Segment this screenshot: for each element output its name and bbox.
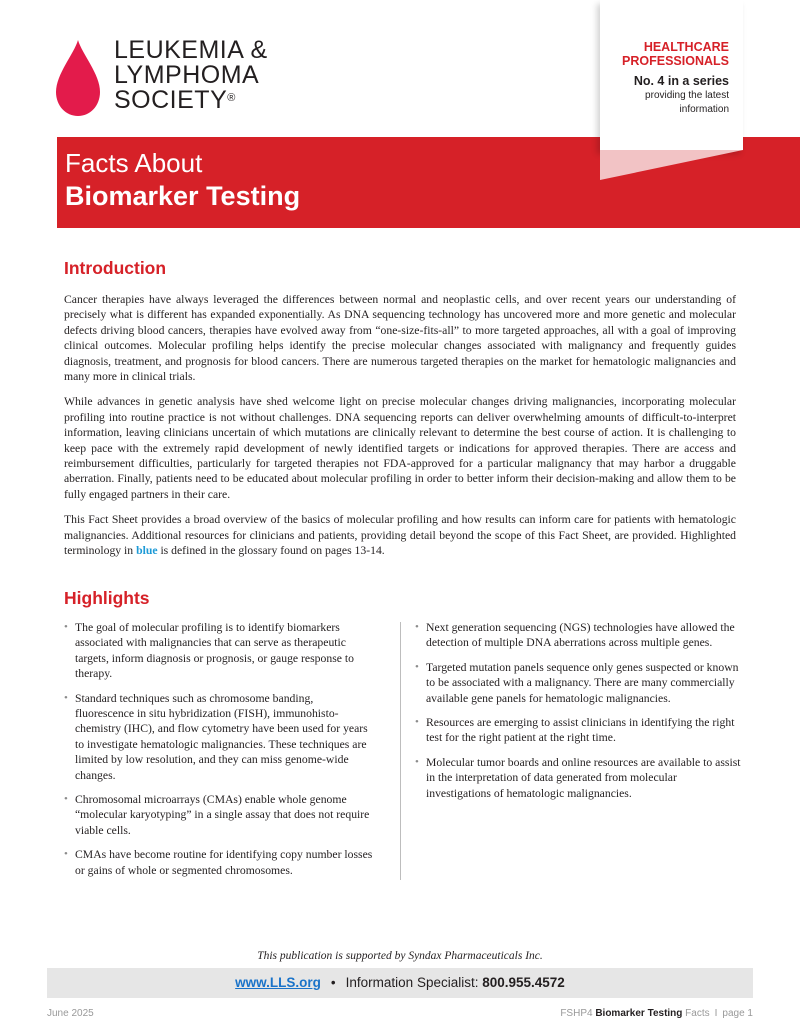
series-tab [600,0,743,150]
introduction-section [64,292,736,569]
logo-line-1: LEUKEMIA & [114,36,268,64]
blood-drop-icon [52,38,104,118]
glossary-highlight-term: blue [136,544,158,558]
doc-suffix: Facts [685,1008,710,1019]
page-number: page 1 [722,1008,753,1019]
doc-code: FSHP4 [560,1008,593,1019]
page-separator: I [714,1008,718,1019]
highlights-right-column [415,620,741,810]
highlights-list-right [415,620,741,801]
intro-p3-end: is defined in the glossary found on pages 13-14. [157,544,385,558]
title-line-2: Biomarker Testing [65,181,301,211]
phone-number[interactable]: 800.955.4572 [482,975,565,990]
audience-label-1: HEALTHCARE [643,40,729,54]
highlights-left-column [64,620,374,887]
contact-bar [47,968,753,998]
list-item: • Standard techniques such as chromosome banding, fluorescence in situ hybridization (FISH), immunohisto-chemistry (IHC), and flow cytometry have been used for years to investigate hematologic malignancies. These techniques are limited by low resolution, and they can miss genome-wide changes. [64,691,374,783]
series-sub-2: information [679,104,729,115]
info-specialist-label: Information Specialist: [345,975,479,990]
title-line-1: Facts About [65,148,203,178]
logo-line-3: SOCIETY [114,86,228,114]
website-link[interactable]: www.LLS.org [235,975,321,990]
separator-dot: • [330,975,336,990]
intro-p3-text: This Fact Sheet provides a broad overview of the basics of molecular profiling and how results can inform care for patients with hematologic malignancies. Additional resources for clinicians and patients, providing detail beyond the scope of this Fact Sheet, are provided. Highlighted terminology in [64,513,736,558]
lls-logo [52,38,292,128]
list-item: • CMAs have become routine for identifying copy number losses or gains of whole or segmented chromosomes. [64,847,374,878]
introduction-heading: Introduction [64,258,167,278]
highlights-heading: Highlights [64,588,150,608]
publication-date: June 2025 [47,1008,94,1019]
series-number: No. 4 in a series [633,74,729,88]
page-footer [560,1008,753,1019]
logo-line-2: LYMPHOMA [114,61,260,89]
audience-label-2: PROFESSIONALS [622,54,729,68]
sponsor-note: This publication is supported by Syndax Pharmaceuticals Inc. [257,950,543,962]
list-item: • Molecular tumor boards and online resources are available to assist in the interpretation of data generated from molecular investigations of hematologic malignancies. [415,755,741,801]
highlights-list-left [64,620,374,878]
doc-title: Biomarker Testing [595,1008,683,1019]
series-sub-1: providing the latest [645,90,729,101]
list-item: • Resources are emerging to assist clinicians in identifying the right test for the right patient at the right time. [415,715,741,746]
column-divider [400,622,401,880]
list-item: • Targeted mutation panels sequence only genes suspected or known to be associated with a malignancy. There are many commercially available gene panels for hematologic malignancies. [415,660,741,706]
logo-wordmark [114,38,268,113]
intro-paragraph-3 [64,512,736,558]
list-item: • The goal of molecular profiling is to identify biomarkers associated with malignancies that can serve as therapeutic targets, inform diagnosis or prognosis, or gauge response to therapy. [64,620,374,682]
tab-fold-shadow [600,150,743,180]
intro-paragraph-2: While advances in genetic analysis have shed welcome light on precise molecular changes driving malignancies, incorporating molecular profiling into routine practice is not without challenges. DNA sequencing reports can deliver overwhelming amounts of difficult-to-interpret information, leaving clinicians uncertain of which mutations are clinically relevant to determine the best course of action. It is challenging to keep pace with the extremely rapid development of newly identified targets or indications for approved therapies. There are access and reimbursement difficulties, particularly for targeted therapies not FDA-approved for a particular malignancy that may harbor a druggable aberration. Finally, patients need to be educated about molecular profiling in order to better inform their decision-making and allow them to be fully engaged partners in their care. [64,395,736,501]
intro-paragraph-1: Cancer therapies have always leveraged the differences between normal and neoplastic cells, and over recent years our understanding of precisely what is different has expanded exponentially. As DNA sequencing technology has uncovered more and more genetic and molecular defects driving blood cancers, therapies have evolved away from “one-size-fits-all” to more targeted approaches, all with a goal of improving clinical outcomes. Molecular profiling helps identify the precise molecular changes associated with malignancy and frequently guides diagnosis, treatment, and prognosis for blood cancers. There are numerous targeted therapies on the market for hematologic malignancies and many more in clinical trials. [64,293,736,384]
list-item: • Chromosomal microarrays (CMAs) enable whole genome “molecular karyotyping” in a single assay that does not require viable cells. [64,792,374,838]
registered-mark: ® [227,92,236,104]
list-item: • Next generation sequencing (NGS) technologies have allowed the detection of multiple DNA aberrations across multiple genes. [415,620,741,651]
